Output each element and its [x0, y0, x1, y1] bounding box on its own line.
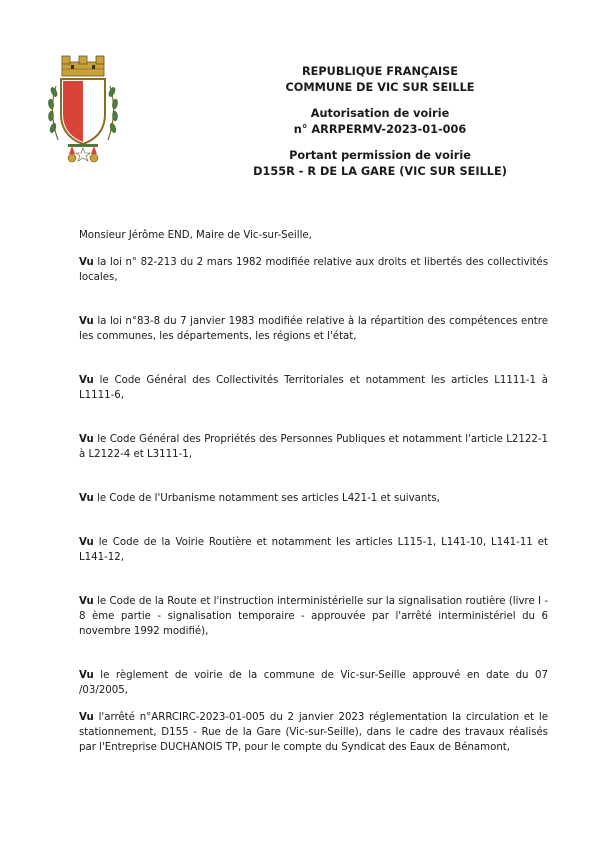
authorization-number: n° ARRPERMV-2023-01-006: [293, 123, 467, 136]
republic-title: REPUBLIQUE FRANÇAISE: [301, 65, 458, 78]
vu-paragraph: [79, 255, 548, 285]
document-body: [79, 228, 548, 755]
vu-label: Vu: [79, 670, 94, 681]
vu-label: Vu: [79, 257, 94, 268]
vu-paragraph: [79, 668, 548, 698]
vu-paragraph: [79, 432, 548, 462]
vu-label: Vu: [79, 375, 94, 386]
vu-text: la loi n°83-8 du 7 janvier 1983 modifiée relative à la répartition des compétences entre les communes, les départements, les régions et l'état,: [79, 316, 548, 342]
vu-label: Vu: [79, 537, 94, 548]
vu-text: le règlement de voirie de la commune de Vic-sur-Seille approuvé en date du 07 /03/2005,: [79, 670, 548, 696]
vu-text: le Code Général des Collectivités Territoriales et notamment les articles L1111-1 à L1111-6,: [79, 375, 548, 401]
coat-of-arms-logo: [46, 52, 120, 168]
vu-paragraph: [79, 594, 548, 639]
vu-label: Vu: [79, 596, 94, 607]
vu-paragraph: [79, 373, 548, 403]
commune-title: COMMUNE DE VIC SUR SEILLE: [285, 81, 475, 94]
shield-icon: [61, 79, 105, 144]
vu-text: le Code de la Voirie Routière et notamment les articles L115-1, L141-10, L141-11 et L141-12,: [79, 537, 548, 563]
vu-paragraph: [79, 710, 548, 755]
vu-text: le Code de la Route et l'instruction interministérielle sur la signalisation routière (livre I - 8 ème partie - signalisation temporaire - approuvée par l'arrêté interministériel du 6 novembre 1992 modifié),: [79, 596, 548, 637]
vu-label: Vu: [79, 434, 94, 445]
vu-paragraph: [79, 314, 548, 344]
vu-paragraph: [79, 491, 548, 506]
authorization-title: Autorisation de voirie: [310, 107, 450, 120]
vu-text: le Code Général des Propriétés des Personnes Publiques et notamment l'article L2122-1 à L2122-4 et L3111-1,: [79, 434, 548, 460]
mural-crown-icon: [62, 56, 104, 76]
vu-text: l'arrêté n°ARRCIRC-2023-01-005 du 2 janvier 2023 réglementation la circulation et le stationnement, D155 - Rue de la Gare (Vic-sur-Seille), dans le cadre des travaux réalisés par l'Entreprise DUCHANOIS TP, pour le compte du Syndicat des Eaux de Bénamont,: [79, 712, 548, 753]
road-title: D155R - R DE LA GARE (VIC SUR SEILLE): [253, 165, 507, 178]
vu-label: Vu: [79, 316, 94, 327]
intro-paragraph: Monsieur Jérôme END, Maire de Vic-sur-Seille,: [79, 230, 312, 241]
vu-paragraph: [79, 535, 548, 565]
medals-icon: [68, 144, 98, 162]
vu-label: Vu: [79, 493, 94, 504]
vu-text: la loi n° 82-213 du 2 mars 1982 modifiée relative aux droits et libertés des collectivités locales,: [79, 257, 548, 283]
vu-label: Vu: [79, 712, 94, 723]
permission-title: Portant permission de voirie: [289, 149, 471, 162]
vu-text: le Code de l'Urbanisme notamment ses articles L421-1 et suivants,: [93, 493, 440, 504]
document-header: [210, 64, 550, 180]
